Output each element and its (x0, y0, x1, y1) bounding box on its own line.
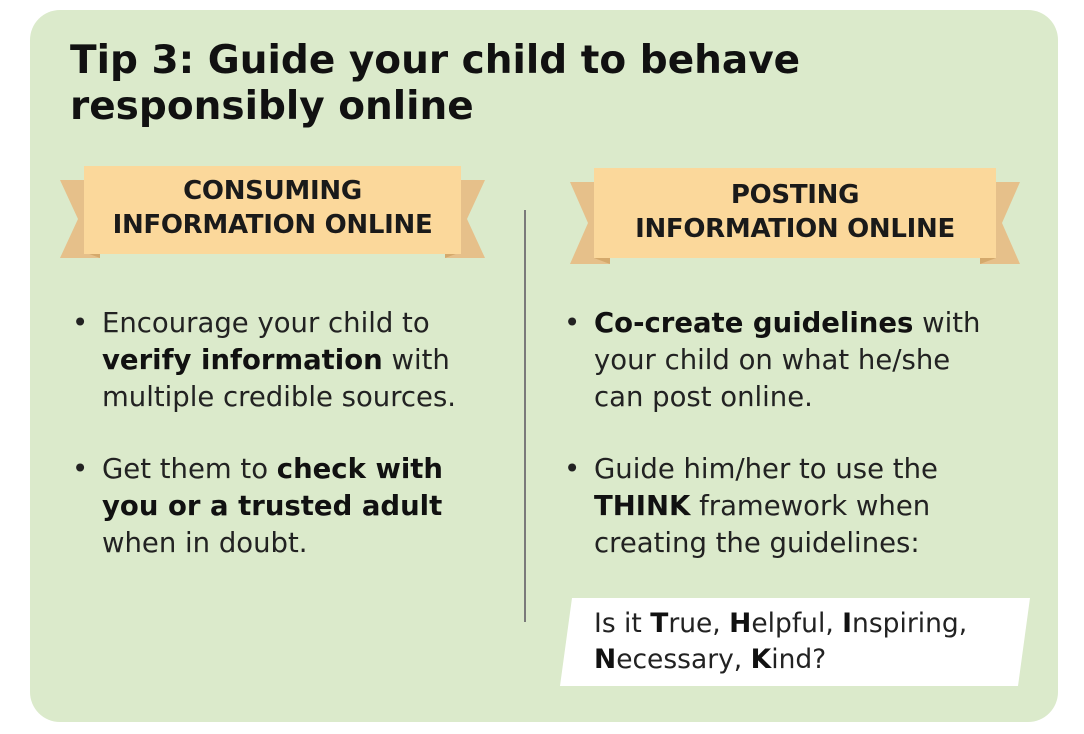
bullet-text: Guide him/her to use the (594, 453, 938, 485)
think-letter: N (594, 644, 617, 675)
bullet-text: with multiple credible sources. (102, 344, 457, 413)
think-text-part: nspiring, (852, 608, 968, 639)
ribbon-consuming (60, 166, 485, 270)
think-text-part: ind? (771, 644, 827, 675)
think-text-part: rue, (668, 608, 730, 639)
bullet-text: Encourage your child to (102, 307, 430, 339)
ribbon-posting (570, 168, 1020, 272)
think-text-part: Is it (594, 608, 651, 639)
think-box (560, 598, 1030, 686)
list-item (70, 451, 470, 562)
bullet-text: Get them to (102, 453, 277, 485)
ribbon-posting-line2: INFORMATION ONLINE (635, 214, 955, 244)
bullet-icon: • (72, 307, 89, 339)
ribbon-consuming-line2: INFORMATION ONLINE (112, 210, 433, 240)
bullet-text: framework when creating the guidelines: (594, 490, 931, 559)
bullet-text-bold: THINK (594, 490, 691, 522)
think-letter: I (842, 608, 853, 639)
think-question (594, 606, 1024, 678)
think-letter: T (650, 608, 669, 639)
think-letter: H (729, 608, 752, 639)
think-text-part: elpful, (751, 608, 843, 639)
column-divider (524, 210, 526, 622)
consuming-list (70, 305, 470, 597)
think-text-part: ecessary, (616, 644, 751, 675)
ribbon-posting-line1: POSTING (730, 180, 860, 210)
list-item (70, 305, 470, 416)
bullet-text-bold: Co-create guidelines (594, 307, 914, 339)
ribbon-consuming-line1: CONSUMING (183, 176, 362, 206)
bullet-icon: • (564, 307, 581, 339)
list-item (562, 451, 1002, 562)
bullet-text: when in doubt. (102, 527, 308, 559)
page-title: Tip 3: Guide your child to behave responsibly online (70, 38, 801, 129)
bullet-text: with your child on what he/she can post online. (594, 307, 981, 413)
posting-list (562, 305, 1002, 597)
ribbon-posting-label (570, 178, 1020, 246)
ribbon-consuming-label (60, 174, 485, 242)
bullet-icon: • (72, 453, 89, 485)
bullet-text-bold: verify information (102, 344, 383, 376)
bullet-text-bold: check with you or a trusted adult (102, 453, 444, 522)
think-letter: K (750, 644, 772, 675)
list-item (562, 305, 1002, 416)
bullet-icon: • (564, 453, 581, 485)
